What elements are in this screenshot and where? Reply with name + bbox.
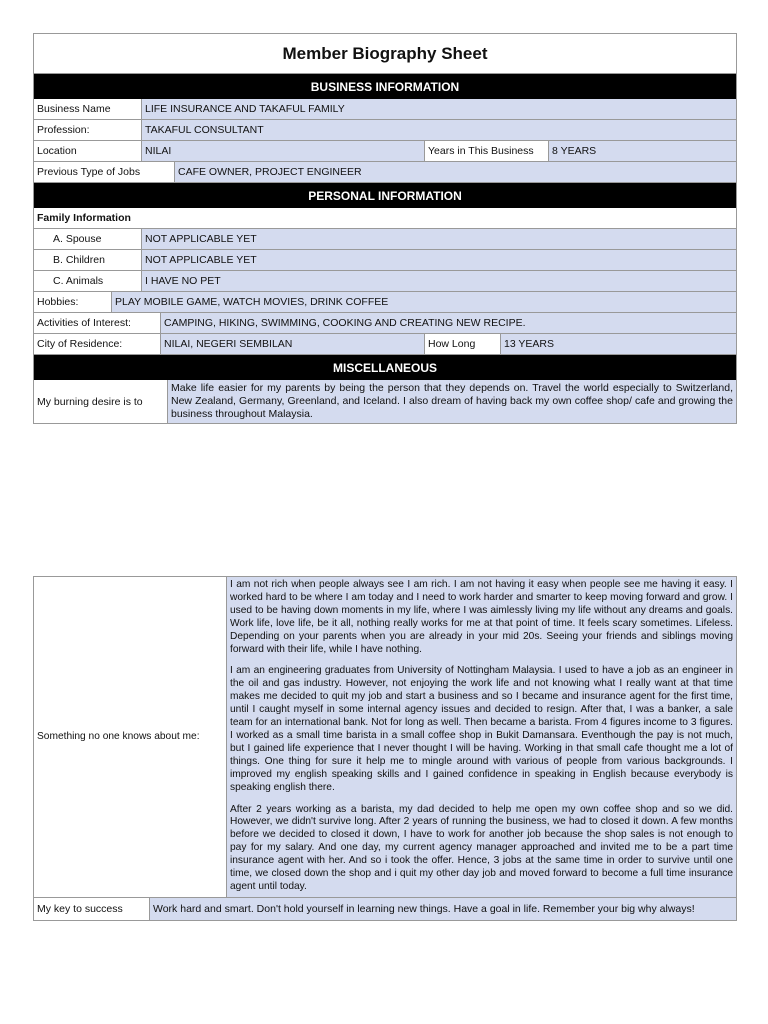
key-to-success-label: My key to success: [34, 898, 150, 920]
key-to-success-value: Work hard and smart. Don't hold yourself in learning new things. Have a goal in life. Remember your big why always!: [150, 898, 736, 920]
spouse-label: A. Spouse: [34, 229, 142, 249]
row-previous-jobs: [34, 162, 736, 183]
something-no-one-knows-value: [227, 577, 736, 897]
hobbies-label: Hobbies:: [34, 292, 112, 312]
previous-jobs-label: Previous Type of Jobs: [34, 162, 175, 182]
section-business-header: BUSINESS INFORMATION: [34, 74, 736, 99]
children-label: B. Children: [34, 250, 142, 270]
burning-desire-label: My burning desire is to: [34, 380, 168, 423]
section-misc-header: MISCELLANEOUS: [34, 355, 736, 380]
row-profession: [34, 120, 736, 141]
row-something-no-one-knows: [34, 577, 736, 898]
profession-label: Profession:: [34, 120, 142, 140]
animals-value: I HAVE NO PET: [142, 271, 736, 291]
row-children: [34, 250, 736, 271]
row-key-to-success: [34, 898, 736, 921]
row-burning-desire: [34, 380, 736, 424]
row-animals: [34, 271, 736, 292]
story-paragraph-2: I am an engineering graduates from University of Nottingham Malaysia. I used to have a job as an engineer in the oil and gas industry. However, not enjoying the work life and not knowing what I really want at that time makes me decided to quit my job and start a business and so I became and insurance agent for the first time, until I caught myself in some internal agency issues and decided to resign. After that, I was a banker, a sale team for an international bank. Not for long as well. Then became a barista. From 4 figures income to 3 figures. I worked as a small time barista in a small coffee shop in Bukit Damansara. Eventhough the pay is not much, but I gained life experience that I never thought I will be having. Working in that small cafe thought me a lot of things. One thing for sure it help me to mingle around with various of people from various backgrounds. I improved my english speaking skills and I gained confidence in speaking in English because everybody is speaking english there.: [230, 665, 733, 793]
years-value: 8 YEARS: [549, 141, 736, 161]
story-paragraph-1: I am not rich when people always see I am rich. I am not having it easy when people see me having it easy. I worked hard to be where I am today and I need to work harder and smarter to keep moving forward and grow. I used to be having down moments in my life, where I was aimlessly living my life without any dreams and goals. Work life, love life, be it all, nothing really works for me at that point of time. It feels scary sometimes. Lifeless. Depending on your parents when you are already in your mid 20s. Seeing your friends and siblings moving forward with their life, while I have nothing.: [230, 579, 733, 655]
something-no-one-knows-label: Something no one knows about me:: [34, 577, 227, 897]
row-city: [34, 334, 736, 355]
how-long-label: How Long: [425, 334, 501, 354]
profession-value: TAKAFUL CONSULTANT: [142, 120, 736, 140]
bio-sheet-bottom: [33, 576, 737, 921]
spouse-value: NOT APPLICABLE YET: [142, 229, 736, 249]
row-family-info: [34, 208, 736, 229]
story-paragraph-3: After 2 years working as a barista, my dad decided to help me open my own coffee shop and so we did. However, we didn't survive long. After 2 years of running the business, we had to closed it down. A few months before we decided to closed it down, I have to work for another job because the shop sales is not enough to pay for my salary. And one day, my current agency manager approached and invited me to be a part time insurance agent with her. And so i took the offer. Hence, 3 jobs at the same time in order to survive until one time, we closed down the shop and i quit my other day job and moved forward to become a full time insurance agent until today.: [230, 803, 733, 892]
activities-value: CAMPING, HIKING, SWIMMING, COOKING AND CREATING NEW RECIPE.: [161, 313, 736, 333]
row-location: [34, 141, 736, 162]
section-personal-header: PERSONAL INFORMATION: [34, 183, 736, 208]
row-activities: [34, 313, 736, 334]
business-name-label: Business Name: [34, 99, 142, 119]
animals-label: C. Animals: [34, 271, 142, 291]
location-value: NILAI: [142, 141, 425, 161]
location-label: Location: [34, 141, 142, 161]
city-label: City of Residence:: [34, 334, 161, 354]
how-long-value: 13 YEARS: [501, 334, 736, 354]
city-value: NILAI, NEGERI SEMBILAN: [161, 334, 425, 354]
children-value: NOT APPLICABLE YET: [142, 250, 736, 270]
family-info-label: Family Information: [34, 208, 736, 228]
activities-label: Activities of Interest:: [34, 313, 161, 333]
row-spouse: [34, 229, 736, 250]
page-title: Member Biography Sheet: [34, 33, 736, 74]
previous-jobs-value: CAFE OWNER, PROJECT ENGINEER: [175, 162, 736, 182]
row-hobbies: [34, 292, 736, 313]
years-label: Years in This Business: [425, 141, 549, 161]
burning-desire-value: Make life easier for my parents by being the person that they depends on. Travel the world especially to Switzerland, New Zealand, Germany, Greenland, and Iceland. I also dream of having back my own coffee shop/ cafe and growing the business throughout Malaysia.: [168, 380, 736, 423]
bio-sheet-top: [33, 33, 737, 424]
row-business-name: [34, 99, 736, 120]
hobbies-value: PLAY MOBILE GAME, WATCH MOVIES, DRINK COFFEE: [112, 292, 736, 312]
business-name-value: LIFE INSURANCE AND TAKAFUL FAMILY: [142, 99, 736, 119]
